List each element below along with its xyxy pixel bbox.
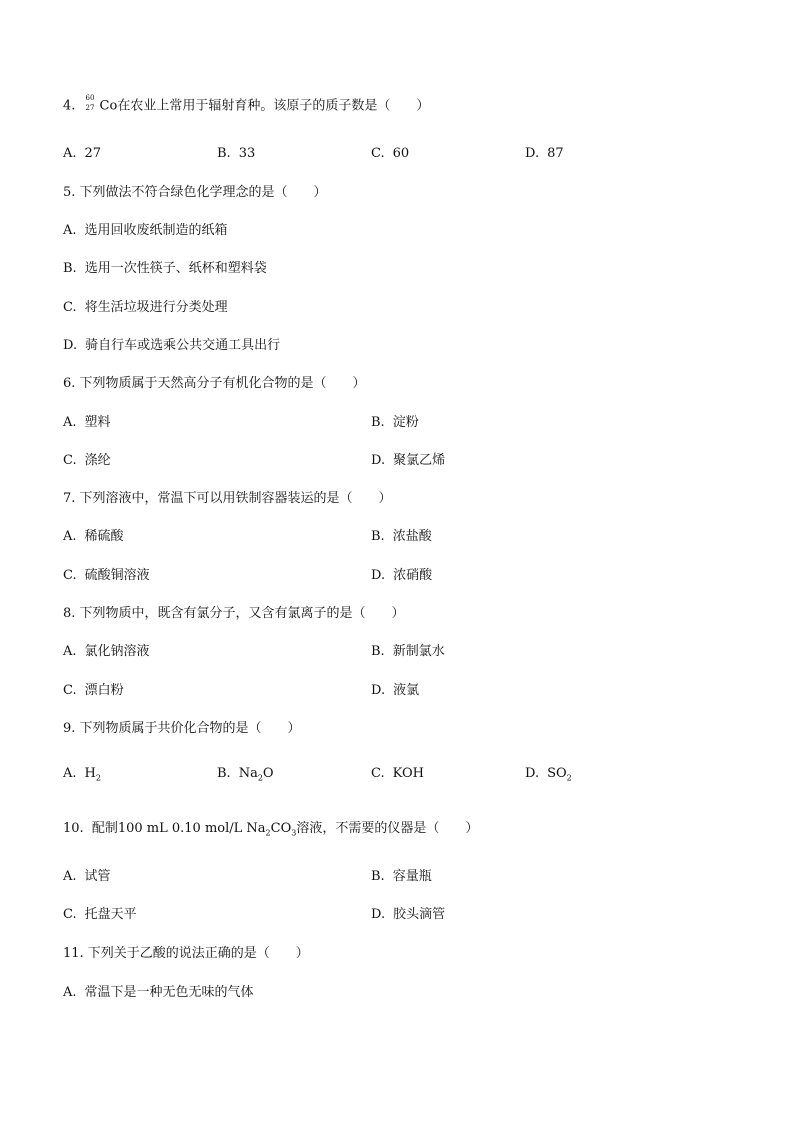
option-d: D. 液氯 <box>371 683 420 698</box>
option-b: B. 新制氯水 <box>371 644 445 659</box>
nuclide-symbol <box>85 94 100 115</box>
option-b: B. 容量瓶 <box>371 869 432 884</box>
question-7-stem: 7. 下列溶液中，常温下可以用铁制容器装运的是（ ） <box>63 491 392 506</box>
option-c: C. 60 <box>371 146 410 161</box>
question-number: 4. <box>63 98 76 114</box>
option-d: D. 87 <box>525 146 564 161</box>
option-a: A. 27 <box>63 146 102 161</box>
option-d: D. 聚氯乙烯 <box>371 453 446 468</box>
option-b: B. 选用一次性筷子、纸杯和塑料袋 <box>63 261 267 276</box>
option-a: A. 氯化钠溶液 <box>63 644 150 659</box>
mass-number: 60 <box>85 94 95 102</box>
element-symbol: Co <box>99 98 118 114</box>
option-d: D. 骑自行车或选乘公共交通工具出行 <box>63 338 281 353</box>
option-c: C. 涤纶 <box>63 453 111 468</box>
option-c: C. 漂白粉 <box>63 683 124 698</box>
question-number: 10. <box>63 821 84 836</box>
option-a: A. 塑料 <box>63 415 111 430</box>
question-4-stem <box>63 94 430 116</box>
option-b: B. 33 <box>217 146 256 161</box>
option-a: A. 稀硫酸 <box>63 529 124 544</box>
option-a: A. 选用回收废纸制造的纸箱 <box>63 223 228 238</box>
option-d: D. $SO_2$ <box>525 766 572 783</box>
option-a: A. $H_2$ <box>63 766 101 783</box>
option-c: C. 硫酸铜溶液 <box>63 568 150 583</box>
atomic-number: 27 <box>85 104 95 112</box>
question-text: 在农业上常用于辐射育种。该原子的质子数是（ ） <box>117 98 430 114</box>
option-c: C. 托盘天平 <box>63 907 137 922</box>
option-b: B. 浓盐酸 <box>371 529 432 544</box>
question-9-stem: 9. 下列物质属于共价化合物的是（ ） <box>63 721 301 736</box>
question-5-stem: 5. 下列做法不符合绿色化学理念的是（ ） <box>63 185 327 200</box>
option-d: D. 胶头滴管 <box>371 907 446 922</box>
option-a: A. 试管 <box>63 869 111 884</box>
option-c: C. KOH <box>371 766 424 781</box>
question-10-stem: 10. 配制100 mL 0.10 mol/L $Na_2CO_3$溶液，不需要的仪器是（ ） <box>63 821 479 838</box>
question-11-stem: 11. 下列关于乙酸的说法正确的是（ ） <box>63 946 309 961</box>
option-b: B. $Na_2O$ <box>217 766 274 783</box>
option-a: A. 常温下是一种无色无味的气体 <box>63 985 254 1000</box>
option-c: C. 将生活垃圾进行分类处理 <box>63 300 228 315</box>
option-d: D. 浓硝酸 <box>371 568 433 583</box>
solution-quantity: 100 mL 0.10 mol/L Na <box>117 821 266 836</box>
option-b: B. 淀粉 <box>371 415 419 430</box>
question-6-stem: 6. 下列物质属于天然高分子有机化合物的是（ ） <box>63 376 366 391</box>
question-8-stem: 8. 下列物质中，既含有氯分子，又含有氯离子的是（ ） <box>63 606 405 621</box>
